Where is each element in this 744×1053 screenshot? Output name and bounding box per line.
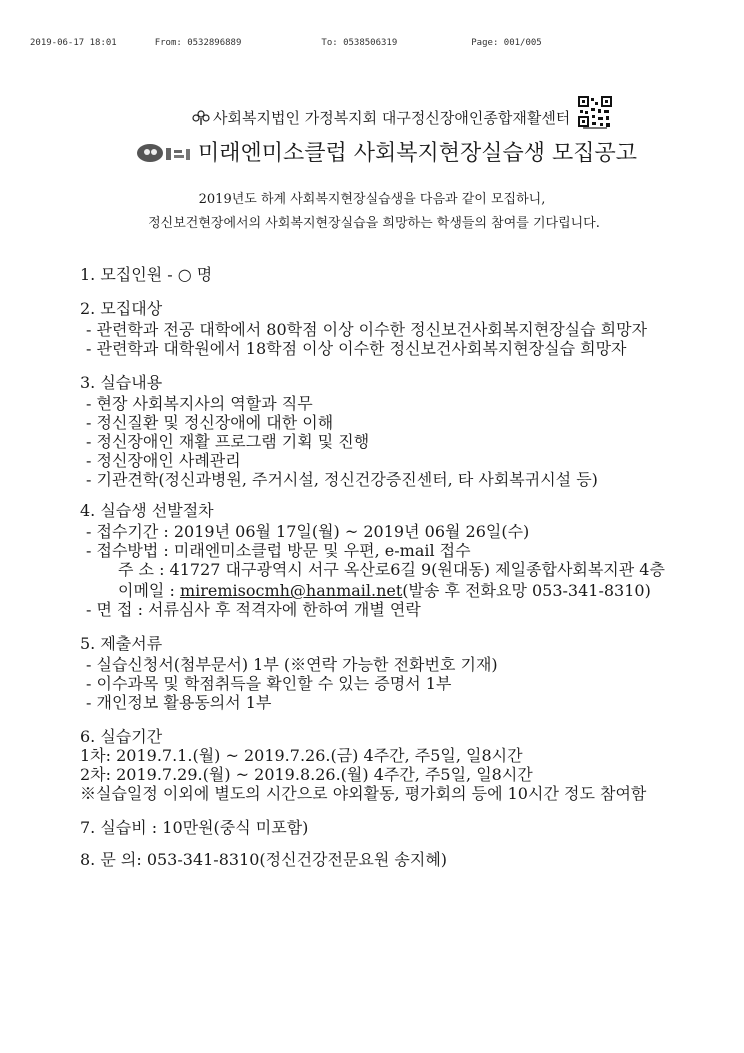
section-documents-heading: 5. 제출서류 bbox=[80, 634, 163, 653]
club-logo-icon bbox=[134, 140, 194, 164]
section-fee: 7. 실습비 : 10만원(중식 미포함) bbox=[80, 818, 309, 837]
email-note: (발송 후 전화요망 053-341-8310) bbox=[402, 581, 651, 600]
target-item: - 관련학과 전공 대학에서 80학점 이상 이수한 정신보건사회복지현장실습 희망자 bbox=[86, 320, 648, 339]
content-item: - 정신질환 및 정신장애에 대한 이해 bbox=[86, 413, 334, 432]
period-item: 2차: 2019.7.29.(월) ~ 2019.8.26.(월) 4주간, 주5일, 일8시간 bbox=[80, 765, 533, 784]
intro-line-1: 2019년도 하계 사회복지현장실습생을 다음과 같이 모집하니, bbox=[198, 192, 546, 207]
fax-date: 2019-06-17 18:01 bbox=[30, 38, 117, 48]
title-row bbox=[134, 136, 637, 167]
organization-name bbox=[192, 107, 570, 128]
intro-line-2: 정신보건현장에서의 사회복지현장실습을 희망하는 학생들의 참여를 기다립니다. bbox=[148, 216, 600, 231]
target-item: - 관련학과 대학원에서 18학점 이상 이수한 정신보건사회복지현장실습 희망자 bbox=[86, 339, 627, 358]
period-note: ※실습일정 이외에 별도의 시간으로 야외활동, 평가회의 등에 10시간 정도 참여함 bbox=[80, 784, 647, 803]
section-target-heading: 2. 모집대상 bbox=[80, 299, 163, 318]
email-link[interactable]: miremisocmh@hanmail.net bbox=[179, 581, 403, 600]
section-contact: 8. 문 의: 053-341-8310(정신건강전문요원 송지혜) bbox=[80, 850, 448, 869]
fax-from: From: 0532896889 bbox=[154, 38, 242, 48]
document-item: - 이수과목 및 학점취득을 확인할 수 있는 증명서 1부 bbox=[86, 674, 452, 693]
email-label: 이메일 : bbox=[118, 581, 180, 600]
interview-info: - 면 접 : 서류심사 후 적격자에 한하여 개별 연락 bbox=[86, 600, 421, 619]
content-item: - 현장 사회복지사의 역할과 직무 bbox=[86, 394, 313, 413]
document-item: - 개인정보 활용동의서 1부 bbox=[86, 693, 272, 712]
fax-header bbox=[30, 38, 720, 48]
flower-logo-icon bbox=[192, 110, 210, 126]
content-item: - 정신장애인 재활 프로그램 기획 및 진행 bbox=[86, 432, 370, 451]
application-method: - 접수방법 : 미래엔미소클럽 방문 및 우편, e-mail 접수 bbox=[86, 541, 471, 560]
fax-page: Page: 001/005 bbox=[471, 38, 542, 48]
content-item: - 정신장애인 사례관리 bbox=[86, 451, 241, 470]
section-content-heading: 3. 실습내용 bbox=[80, 373, 163, 392]
page-title: 미래엔미소클럽 사회복지현장실습생 모집공고 bbox=[198, 141, 638, 166]
section-selection-heading: 4. 실습생 선발절차 bbox=[80, 501, 214, 520]
fax-to: To: 0538506319 bbox=[321, 38, 398, 48]
organization-text: 사회복지법인 가정복지회 대구정신장애인종합재활센터 bbox=[213, 109, 571, 127]
application-address: 주 소 : 41727 대구광역시 서구 옥산로6길 9(원대동) 제일종합사회복지관 4층 bbox=[118, 560, 665, 579]
section-period-heading: 6. 실습기간 bbox=[80, 727, 163, 746]
application-period: - 접수기간 : 2019년 06월 17일(월) ~ 2019년 06월 26일(수) bbox=[86, 522, 530, 541]
section-recruit-count: 1. 모집인원 - ○ 명 bbox=[80, 265, 213, 284]
content-item: - 기관견학(정신과병원, 주거시설, 정신건강증진센터, 타 사회복귀시설 등) bbox=[86, 470, 598, 489]
qr-code-icon bbox=[578, 96, 612, 130]
period-item: 1차: 2019.7.1.(월) ~ 2019.7.26.(금) 4주간, 주5일, 일8시간 bbox=[80, 746, 523, 765]
document-item: - 실습신청서(첨부문서) 1부 (※연락 가능한 전화번호 기재) bbox=[86, 655, 498, 674]
